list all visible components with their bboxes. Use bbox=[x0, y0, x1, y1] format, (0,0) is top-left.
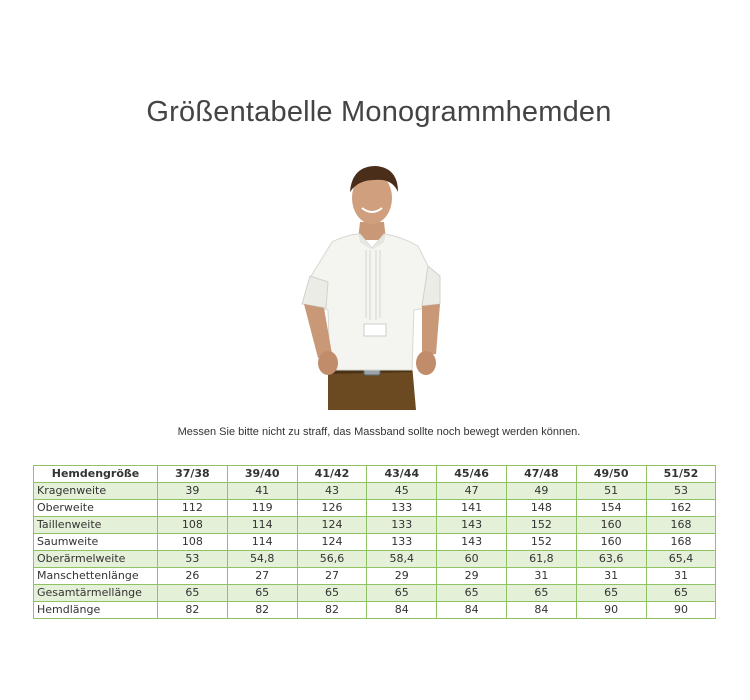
table-cell: 26 bbox=[158, 568, 228, 585]
table-cell: 65 bbox=[227, 585, 297, 602]
table-cell: 29 bbox=[437, 568, 507, 585]
table-row bbox=[34, 534, 716, 551]
size-column-header: 51/52 bbox=[646, 466, 716, 483]
table-cell: 43 bbox=[297, 483, 367, 500]
page-title: Größentabelle Monogrammhemden bbox=[146, 96, 612, 128]
table-row bbox=[34, 517, 716, 534]
table-cell: 54,8 bbox=[227, 551, 297, 568]
table-cell: 27 bbox=[227, 568, 297, 585]
measuring-note: Messen Sie bitte nicht zu straff, das Massband sollte noch bewegt werden können. bbox=[177, 426, 581, 438]
table-cell: 90 bbox=[646, 602, 716, 619]
table-cell: 45 bbox=[367, 483, 437, 500]
table-cell: 152 bbox=[506, 517, 576, 534]
size-column-header: 49/50 bbox=[576, 466, 646, 483]
table-cell: 65 bbox=[506, 585, 576, 602]
table-cell: 58,4 bbox=[367, 551, 437, 568]
table-cell: 154 bbox=[576, 500, 646, 517]
table-cell: 119 bbox=[227, 500, 297, 517]
table-corner-header: Hemdengröße bbox=[34, 466, 158, 483]
table-cell: 65 bbox=[576, 585, 646, 602]
table-cell: 65,4 bbox=[646, 551, 716, 568]
size-column-header: 43/44 bbox=[367, 466, 437, 483]
table-cell: 152 bbox=[506, 534, 576, 551]
size-column-header: 41/42 bbox=[297, 466, 367, 483]
table-cell: 114 bbox=[227, 517, 297, 534]
table-row bbox=[34, 483, 716, 500]
table-cell: 126 bbox=[297, 500, 367, 517]
table-cell: 51 bbox=[576, 483, 646, 500]
table-row bbox=[34, 585, 716, 602]
table-cell: 162 bbox=[646, 500, 716, 517]
table-cell: 65 bbox=[158, 585, 228, 602]
table-cell: 65 bbox=[367, 585, 437, 602]
table-cell: 141 bbox=[437, 500, 507, 517]
table-cell: 168 bbox=[646, 534, 716, 551]
table-cell: 148 bbox=[506, 500, 576, 517]
table-cell: 31 bbox=[506, 568, 576, 585]
table-cell: 39 bbox=[158, 483, 228, 500]
table-cell: 124 bbox=[297, 517, 367, 534]
table-cell: 168 bbox=[646, 517, 716, 534]
table-cell: 160 bbox=[576, 517, 646, 534]
size-column-header: 37/38 bbox=[158, 466, 228, 483]
row-label: Hemdlänge bbox=[34, 602, 158, 619]
row-label: Oberweite bbox=[34, 500, 158, 517]
table-row bbox=[34, 602, 716, 619]
table-cell: 160 bbox=[576, 534, 646, 551]
table-cell: 31 bbox=[646, 568, 716, 585]
row-label: Taillenweite bbox=[34, 517, 158, 534]
table-cell: 84 bbox=[367, 602, 437, 619]
size-column-header: 39/40 bbox=[227, 466, 297, 483]
table-cell: 31 bbox=[576, 568, 646, 585]
table-cell: 90 bbox=[576, 602, 646, 619]
table-cell: 133 bbox=[367, 534, 437, 551]
table-cell: 84 bbox=[506, 602, 576, 619]
row-label: Manschettenlänge bbox=[34, 568, 158, 585]
table-cell: 82 bbox=[227, 602, 297, 619]
table-row bbox=[34, 551, 716, 568]
table-cell: 114 bbox=[227, 534, 297, 551]
table-header-row bbox=[34, 466, 716, 483]
table-cell: 53 bbox=[646, 483, 716, 500]
row-label: Gesamtärmellänge bbox=[34, 585, 158, 602]
table-cell: 27 bbox=[297, 568, 367, 585]
row-label: Oberärmelweite bbox=[34, 551, 158, 568]
table-cell: 124 bbox=[297, 534, 367, 551]
table-cell: 112 bbox=[158, 500, 228, 517]
table-cell: 82 bbox=[158, 602, 228, 619]
model-photo bbox=[288, 158, 454, 410]
size-chart-table bbox=[33, 465, 716, 619]
table-cell: 82 bbox=[297, 602, 367, 619]
table-cell: 60 bbox=[437, 551, 507, 568]
table-cell: 53 bbox=[158, 551, 228, 568]
table-row bbox=[34, 500, 716, 517]
table-cell: 143 bbox=[437, 517, 507, 534]
table-cell: 41 bbox=[227, 483, 297, 500]
table-cell: 63,6 bbox=[576, 551, 646, 568]
table-cell: 65 bbox=[646, 585, 716, 602]
table-cell: 56,6 bbox=[297, 551, 367, 568]
table-cell: 61,8 bbox=[506, 551, 576, 568]
table-cell: 65 bbox=[297, 585, 367, 602]
table-cell: 133 bbox=[367, 500, 437, 517]
size-column-header: 47/48 bbox=[506, 466, 576, 483]
table-cell: 84 bbox=[437, 602, 507, 619]
table-cell: 29 bbox=[367, 568, 437, 585]
row-label: Kragenweite bbox=[34, 483, 158, 500]
row-label: Saumweite bbox=[34, 534, 158, 551]
table-cell: 133 bbox=[367, 517, 437, 534]
table-cell: 49 bbox=[506, 483, 576, 500]
table-cell: 65 bbox=[437, 585, 507, 602]
size-column-header: 45/46 bbox=[437, 466, 507, 483]
table-row bbox=[34, 568, 716, 585]
table-cell: 108 bbox=[158, 517, 228, 534]
table-cell: 143 bbox=[437, 534, 507, 551]
table-cell: 108 bbox=[158, 534, 228, 551]
table-cell: 47 bbox=[437, 483, 507, 500]
